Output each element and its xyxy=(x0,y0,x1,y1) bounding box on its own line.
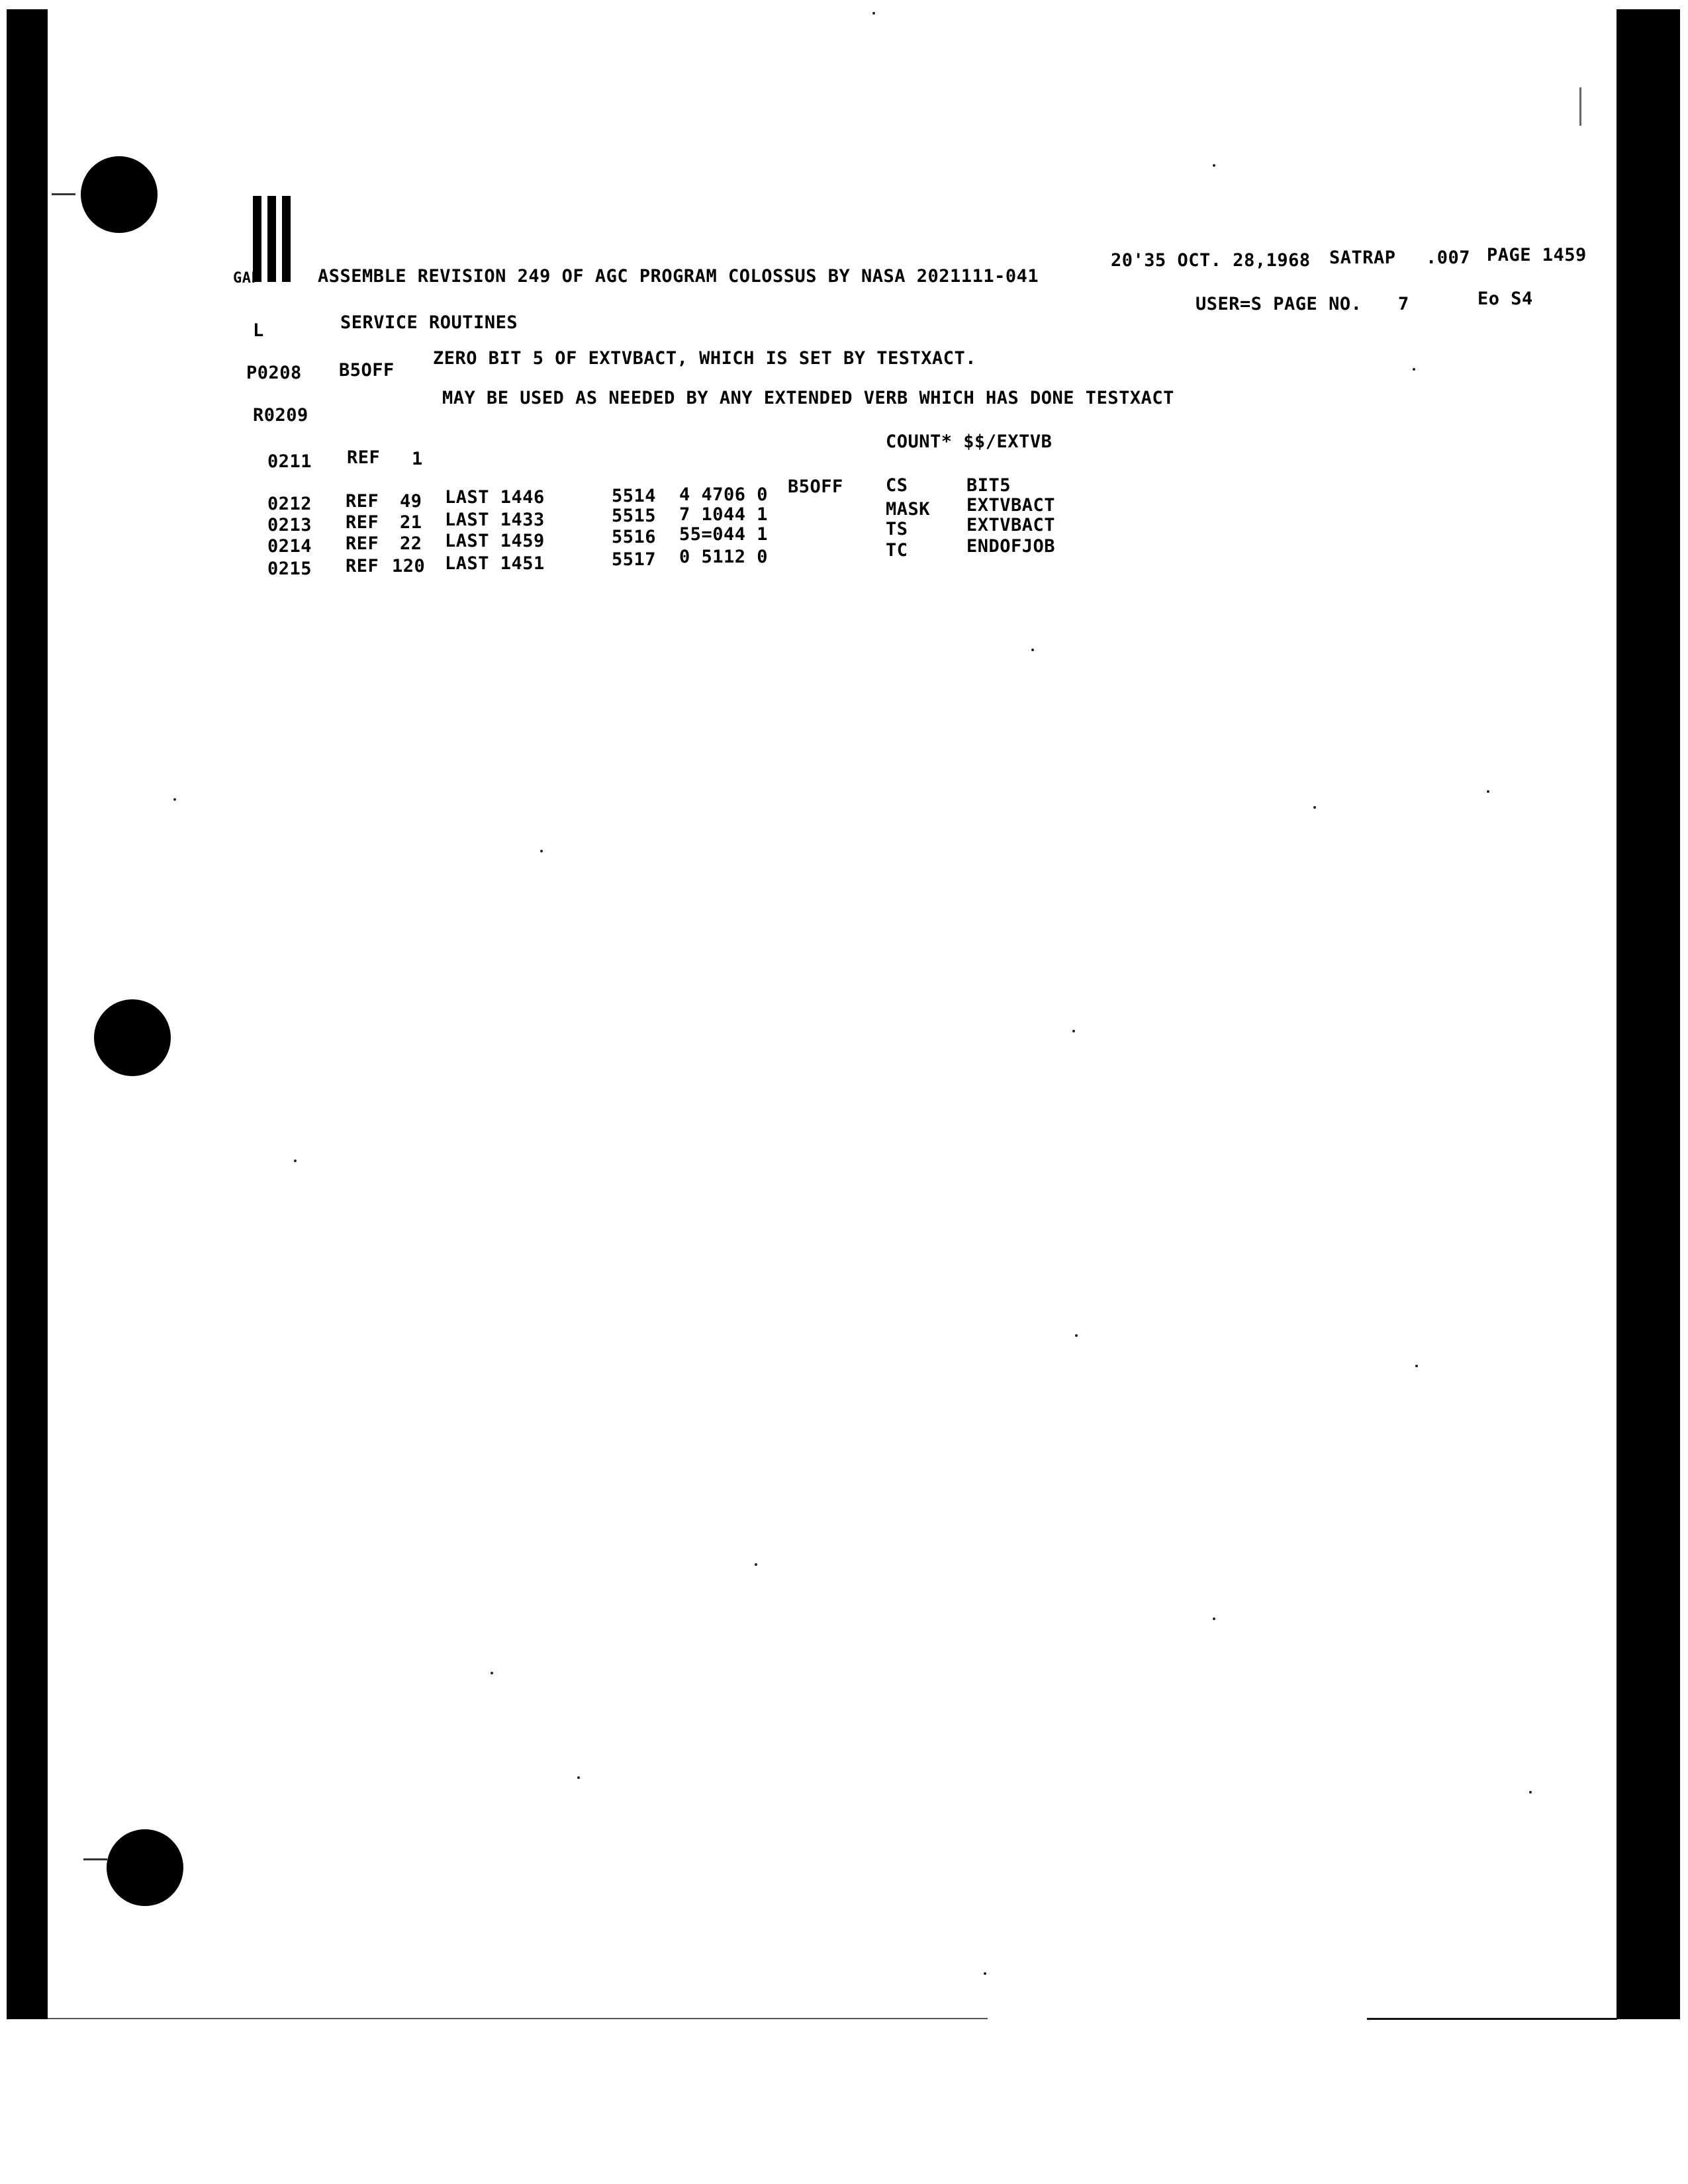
count-line-num: 1 xyxy=(412,449,423,469)
code-row-ref: REF xyxy=(346,491,379,512)
code-row-address: 5516 xyxy=(612,527,657,547)
code-row-refnum: 21 xyxy=(400,512,422,533)
scan-speck xyxy=(491,1672,493,1674)
scan-speck xyxy=(1213,164,1215,167)
header-page: PAGE 1459 xyxy=(1487,245,1587,265)
scan-speck xyxy=(1413,368,1415,371)
code-row-ref: REF xyxy=(346,556,379,576)
hole-tick-mark xyxy=(52,193,75,195)
code-row-ref: REF xyxy=(346,533,379,554)
count-line-ref: REF xyxy=(347,447,381,468)
code-row-refnum: 49 xyxy=(400,491,422,512)
scan-speck xyxy=(872,12,875,15)
header-user: SATRAP xyxy=(1329,248,1396,268)
code-row-last: LAST 1433 xyxy=(445,510,545,530)
scan-speck xyxy=(984,1972,986,1975)
code-row-op: TC xyxy=(886,540,908,561)
listing-separator-bars xyxy=(252,196,293,282)
code-row-word: 55=044 1 xyxy=(679,524,769,545)
code-row-address: 5515 xyxy=(612,506,657,526)
scan-speck xyxy=(577,1776,580,1779)
comment-line-text: MAY BE USED AS NEEDED BY ANY EXTENDED VERB WHICH HAS DONE TESTXACT xyxy=(442,388,1174,408)
code-row-ref: REF xyxy=(346,512,379,533)
scan-speck xyxy=(1031,649,1034,651)
scan-speck xyxy=(1075,1334,1078,1337)
code-row-line: 0215 xyxy=(267,559,312,579)
count-line-id: 0211 xyxy=(267,451,312,472)
code-row-operand: EXTVBACT xyxy=(966,515,1056,535)
code-row-address: 5514 xyxy=(612,486,657,506)
comment-line-id: R0209 xyxy=(253,405,308,426)
code-row-operand: EXTVBACT xyxy=(966,495,1056,516)
code-row-word: 0 5112 0 xyxy=(679,547,769,567)
scan-speck xyxy=(1072,1030,1075,1032)
code-row-op: CS xyxy=(886,475,908,496)
assembly-header: ASSEMBLE REVISION 249 OF AGC PROGRAM COLOSSUS BY NASA 2021111-041 xyxy=(318,266,1039,287)
comment-line-label: B5OFF xyxy=(339,360,395,381)
scan-speck xyxy=(1529,1791,1532,1794)
section-marker: L xyxy=(253,320,264,341)
scan-speck xyxy=(755,1563,757,1566)
section-title: SERVICE ROUTINES xyxy=(340,312,518,333)
code-row-operand: ENDOFJOB xyxy=(966,536,1056,557)
margin-mark xyxy=(1579,87,1581,126)
scan-speck xyxy=(1487,790,1489,793)
code-row-word: 4 4706 0 xyxy=(679,484,769,505)
code-row-op: TS xyxy=(886,519,908,539)
code-row-refnum: 120 xyxy=(392,556,426,576)
right-scan-border xyxy=(1617,9,1680,2019)
code-row-last: LAST 1446 xyxy=(445,487,545,508)
scan-speck xyxy=(1415,1365,1418,1367)
code-row-last: LAST 1459 xyxy=(445,531,545,551)
scan-speck xyxy=(173,798,176,801)
punch-hole-icon xyxy=(94,999,171,1076)
scan-speck xyxy=(540,850,543,852)
code-row-line: 0212 xyxy=(267,494,312,514)
header-datetime: 20'35 OCT. 28,1968 xyxy=(1111,250,1311,271)
code-row-line: 0214 xyxy=(267,536,312,557)
hole-tick-mark xyxy=(83,1858,107,1860)
bottom-edge-line-right xyxy=(1367,2018,1617,2020)
user-page-number: 7 xyxy=(1398,294,1409,314)
scan-speck xyxy=(1313,806,1316,809)
code-row-op: MASK xyxy=(886,499,931,520)
bottom-edge-line xyxy=(48,2018,988,2019)
scan-speck xyxy=(1213,1617,1215,1620)
comment-line-text: ZERO BIT 5 OF EXTVBACT, WHICH IS SET BY TESTXACT. xyxy=(433,348,977,369)
code-row-label: B5OFF xyxy=(788,477,843,497)
eo-label: Eo S4 xyxy=(1477,289,1533,309)
code-row-address: 5517 xyxy=(612,549,657,570)
header-code: .007 xyxy=(1426,248,1471,268)
code-row-refnum: 22 xyxy=(400,533,422,554)
code-row-line: 0213 xyxy=(267,515,312,535)
code-row-operand: BIT5 xyxy=(966,475,1011,496)
comment-line-id: P0208 xyxy=(246,363,302,383)
code-row-word: 7 1044 1 xyxy=(679,504,769,525)
scan-speck xyxy=(294,1160,297,1162)
code-row-last: LAST 1451 xyxy=(445,553,545,574)
left-scan-border xyxy=(7,9,48,2019)
corner-mark: GAP xyxy=(233,270,261,287)
punch-hole-icon xyxy=(81,156,158,233)
count-line-count: COUNT* $$/EXTVB xyxy=(886,432,1053,452)
punch-hole-icon xyxy=(107,1829,183,1906)
user-page-label: USER=S PAGE NO. xyxy=(1196,294,1362,314)
